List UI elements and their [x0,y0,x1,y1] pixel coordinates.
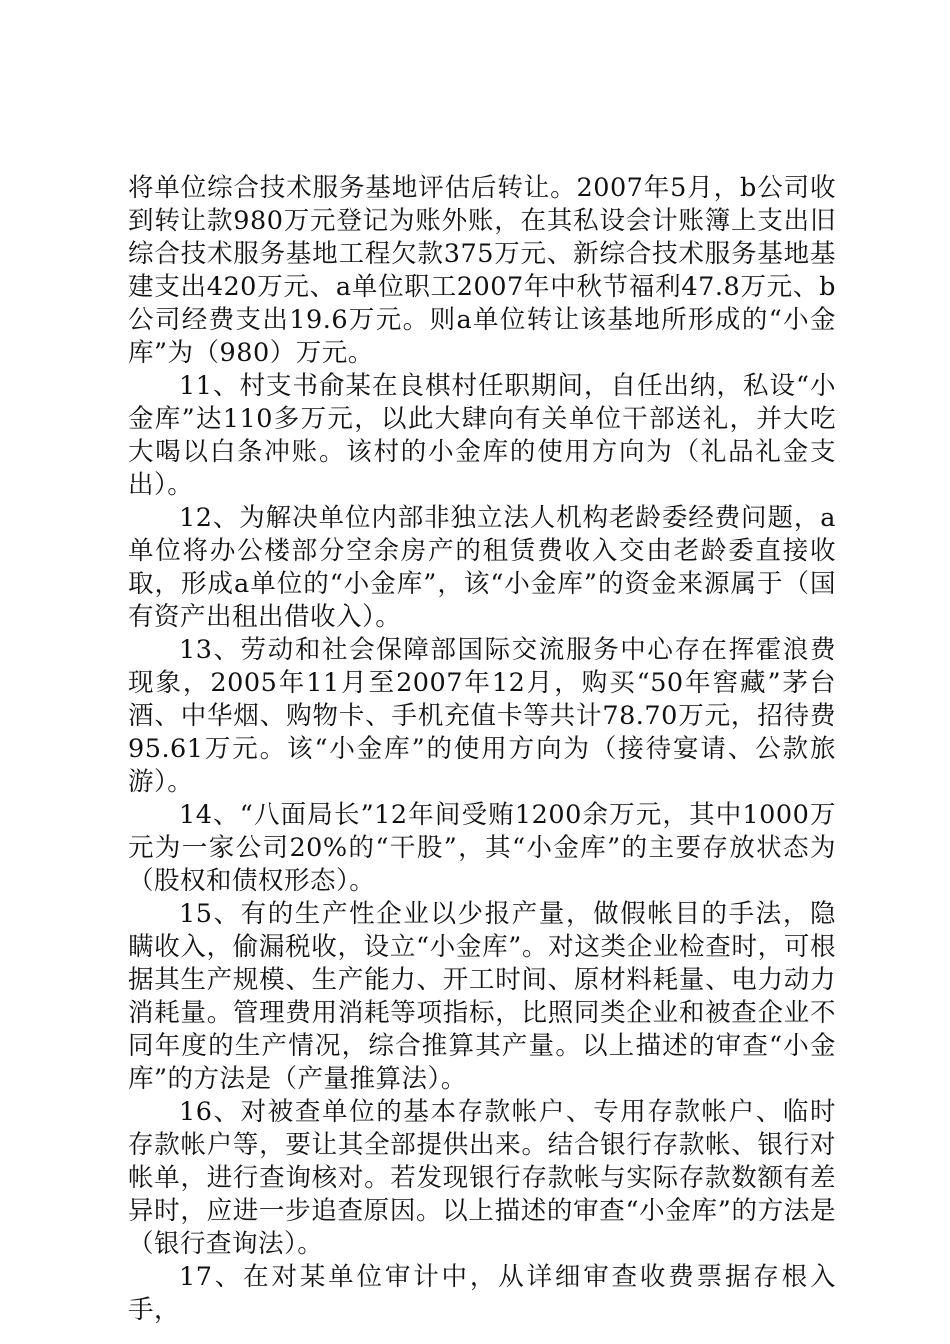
paragraph-item-15: 15、有的生产性企业以少报产量，做假帐目的手法，隐瞒收入，偷漏税收，设立“小金库”。对这类企业检查时，可根据其生产规模、生产能力、开工时间、原材料耗量、电力动力消耗量。管理费用消耗等项指标，比照同类企业和被查企业不同年度的生产情况，综合推算其产量。以上描述的审查“小金库”的方法是（产量推算法）。 [128,899,836,1094]
paragraph-item-12: 12、为解决单位内部非独立法人机构老龄委经费问题，a单位将办公楼部分空余房产的租赁费收入交由老龄委直接收取，形成a单位的“小金库”，该“小金库”的资金来源属于（国有资产出租出借收入）。 [128,503,836,632]
paragraph-item-17: 17、在对某单位审计中，从详细审查收费票据存根入手， [128,1262,836,1325]
paragraph-item-13: 13、劳动和社会保障部国际交流服务中心存在挥霍浪费现象，2005年11月至2007年12月，购买“50年窖藏”茅台酒、中华烟、购物卡、手机充值卡等共计78.70万元，招待费95.61万元。该“小金库”的使用方向为（接待宴请、公款旅游）。 [128,635,836,797]
paragraph-item-14: 14、“八面局长”12年间受贿1200余万元，其中1000万元为一家公司20%的“干股”，其“小金库”的主要存放状态为（股权和债权形态）。 [128,800,836,896]
paragraph-continuation: 将单位综合技术服务基地评估后转让。2007年5月，b公司收到转让款980万元登记为账外账，在其私设会计账簿上支出旧综合技术服务基地工程欠款375万元、新综合技术服务基地基建支出420万元、a单位职工2007年中秋节福利47.8万元、b公司经费支出19.6万元。则a单位转让该基地所形成的“小金库”为（980）万元。 [128,173,836,368]
paragraph-item-11: 11、村支书俞某在良棋村任职期间，自任出纳，私设“小金库”达110多万元，以此大肆向有关单位干部送礼，并大吃大喝以白条冲账。该村的小金库的使用方向为（礼品礼金支出）。 [128,371,836,500]
document-body [128,172,836,1327]
paragraph-item-16: 16、对被查单位的基本存款帐户、专用存款帐户、临时存款帐户等，要让其全部提供出来。结合银行存款帐、银行对帐单，进行查询核对。若发现银行存款帐与实际存款数额有差异时，应进一步追查原因。以上描述的审查“小金库”的方法是（银行查询法）。 [128,1097,836,1259]
